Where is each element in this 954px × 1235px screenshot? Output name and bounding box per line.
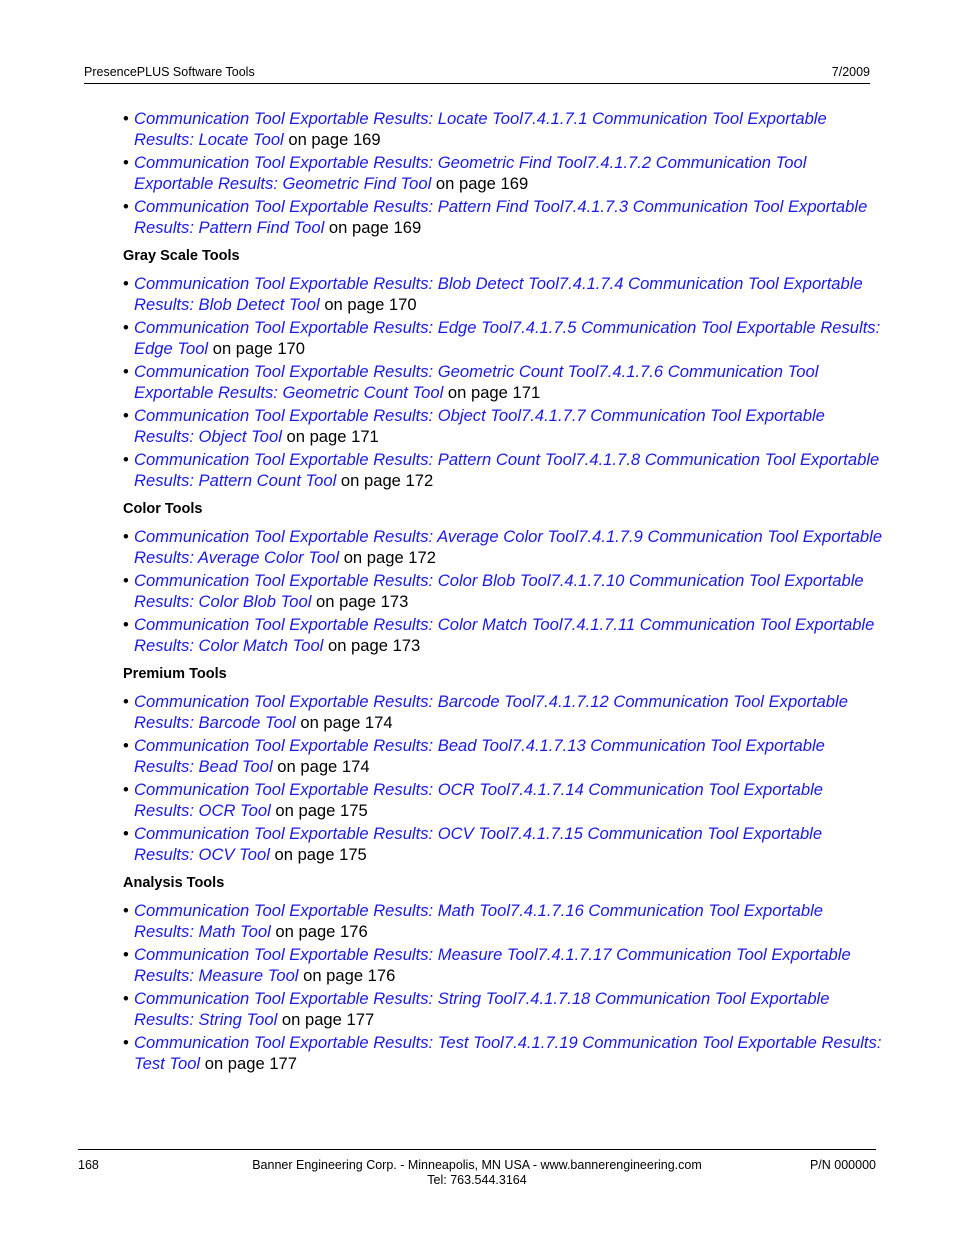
toc-list-item [123, 317, 883, 359]
toc-list-item [123, 361, 883, 403]
page-reference: on page 170 [208, 339, 306, 358]
toc-section [123, 108, 883, 238]
toc-link[interactable]: Communication Tool Exportable Results: Color Match Tool7.4.1.7.11 Communication Tool Exportable Results: Color Match Tool [134, 615, 875, 655]
page-reference: on page 171 [281, 427, 379, 446]
toc-list-item [123, 273, 883, 315]
toc-link[interactable]: Communication Tool Exportable Results: Math Tool7.4.1.7.16 Communication Tool Exportable Results: Math Tool [134, 901, 824, 941]
part-number: P/N 000000 [809, 1158, 876, 1172]
page-reference: on page 172 [336, 471, 434, 490]
page-reference: on page 177 [200, 1054, 298, 1073]
page-reference: on page 172 [339, 548, 436, 567]
page-reference: on page 174 [272, 757, 370, 776]
bullet-icon: • [123, 571, 129, 590]
toc-link[interactable]: Communication Tool Exportable Results: Color Blob Tool7.4.1.7.10 Communication Tool Exportable Results: Color Blob Tool [134, 571, 864, 611]
toc-link[interactable]: Communication Tool Exportable Results: OCR Tool7.4.1.7.14 Communication Tool Exportable Results: OCR Tool [134, 780, 824, 820]
bullet-icon: • [123, 362, 129, 381]
page-reference: on page 174 [295, 713, 393, 732]
toc-list-item [123, 735, 883, 777]
toc-link[interactable]: Communication Tool Exportable Results: Bead Tool7.4.1.7.13 Communication Tool Exportable Results: Bead Tool [134, 736, 825, 776]
document-date: 7/2009 [831, 65, 870, 79]
page-reference: on page 169 [283, 130, 381, 149]
toc-list-item [123, 823, 883, 865]
toc-link[interactable]: Communication Tool Exportable Results: Edge Tool7.4.1.7.5 Communication Tool Exportable Results: Edge Tool [134, 318, 881, 358]
toc-section [123, 247, 883, 491]
document-title: PresencePLUS Software Tools [84, 65, 255, 79]
toc-section [123, 500, 883, 656]
toc-section [123, 874, 883, 1074]
page-footer [78, 1149, 876, 1190]
bullet-icon: • [123, 197, 129, 216]
footer-contact [78, 1158, 876, 1188]
page-header [84, 64, 870, 84]
bullet-icon: • [123, 450, 129, 469]
bullet-icon: • [123, 901, 129, 920]
section-heading: Gray Scale Tools [123, 248, 240, 264]
toc-link[interactable]: Communication Tool Exportable Results: Average Color Tool7.4.1.7.9 Communication Tool Exportable Results: Average Color Tool [134, 527, 883, 567]
section-heading: Premium Tools [123, 666, 227, 682]
page-reference: on page 176 [270, 922, 368, 941]
toc-link[interactable]: Communication Tool Exportable Results: Locate Tool7.4.1.7.1 Communication Tool Exportable Results: Locate Tool [134, 109, 827, 149]
toc-link[interactable]: Communication Tool Exportable Results: Barcode Tool7.4.1.7.12 Communication Tool Exportable Results: Barcode Tool [134, 692, 848, 732]
toc-link[interactable]: Communication Tool Exportable Results: OCV Tool7.4.1.7.15 Communication Tool Exportable Results: OCV Tool [134, 824, 823, 864]
toc-link[interactable]: Communication Tool Exportable Results: Test Tool7.4.1.7.19 Communication Tool Exportable Results: Test Tool [134, 1033, 882, 1073]
toc-list-item [123, 779, 883, 821]
bullet-icon: • [123, 318, 129, 337]
page-reference: on page 173 [311, 592, 409, 611]
toc-link[interactable]: Communication Tool Exportable Results: Geometric Count Tool7.4.1.7.6 Communication Tool Exportable Results: Geometric Count Tool [134, 362, 819, 402]
toc-list-item [123, 196, 883, 238]
page-reference: on page 171 [443, 383, 541, 402]
toc-list-item [123, 944, 883, 986]
bullet-icon: • [123, 527, 129, 546]
page-reference: on page 169 [431, 174, 529, 193]
page-reference: on page 175 [270, 801, 368, 820]
bullet-icon: • [123, 780, 129, 799]
bullet-icon: • [123, 692, 129, 711]
page-number: 168 [78, 1158, 99, 1172]
toc-link[interactable]: Communication Tool Exportable Results: Blob Detect Tool7.4.1.7.4 Communication Tool Exportable Results: Blob Detect Tool [134, 274, 863, 314]
page-reference: on page 177 [277, 1010, 375, 1029]
bullet-icon: • [123, 1033, 129, 1052]
toc-content [123, 108, 883, 1076]
bullet-icon: • [123, 406, 129, 425]
toc-list-item [123, 1032, 883, 1074]
toc-link[interactable]: Communication Tool Exportable Results: String Tool7.4.1.7.18 Communication Tool Exportable Results: String Tool [134, 989, 830, 1029]
bullet-icon: • [123, 736, 129, 755]
page-reference: on page 175 [269, 845, 367, 864]
toc-list-item [123, 152, 883, 194]
toc-link[interactable]: Communication Tool Exportable Results: Object Tool7.4.1.7.7 Communication Tool Exportable Results: Object Tool [134, 406, 825, 446]
toc-list-item [123, 900, 883, 942]
bullet-icon: • [123, 615, 129, 634]
page-reference: on page 173 [323, 636, 421, 655]
bullet-icon: • [123, 824, 129, 843]
toc-link[interactable]: Communication Tool Exportable Results: Pattern Count Tool7.4.1.7.8 Communication Tool Exportable Results: Pattern Count Tool [134, 450, 880, 490]
toc-list-item [123, 526, 883, 568]
toc-link[interactable]: Communication Tool Exportable Results: Measure Tool7.4.1.7.17 Communication Tool Exportable Results: Measure Tool [134, 945, 851, 985]
toc-list-item [123, 405, 883, 447]
toc-list-item [123, 108, 883, 150]
toc-list-item [123, 570, 883, 612]
page-reference: on page 176 [298, 966, 396, 985]
toc-section [123, 665, 883, 865]
bullet-icon: • [123, 153, 129, 172]
toc-list-item [123, 691, 883, 733]
toc-list-item [123, 988, 883, 1030]
toc-link[interactable]: Communication Tool Exportable Results: Pattern Find Tool7.4.1.7.3 Communication Tool Exportable Results: Pattern Find Tool [134, 197, 868, 237]
toc-list-item [123, 449, 883, 491]
footer-company: Banner Engineering Corp. - Minneapolis, MN USA - www.bannerengineering.com [252, 1158, 702, 1172]
footer-phone: Tel: 763.544.3164 [427, 1173, 527, 1187]
section-heading: Color Tools [123, 501, 203, 517]
page-reference: on page 170 [319, 295, 417, 314]
bullet-icon: • [123, 274, 129, 293]
toc-list-item [123, 614, 883, 656]
bullet-icon: • [123, 945, 129, 964]
bullet-icon: • [123, 989, 129, 1008]
toc-link[interactable]: Communication Tool Exportable Results: Geometric Find Tool7.4.1.7.2 Communication Tool Exportable Results: Geometric Find Tool [134, 153, 807, 193]
bullet-icon: • [123, 109, 129, 128]
section-heading: Analysis Tools [123, 875, 225, 891]
page-reference: on page 169 [324, 218, 422, 237]
